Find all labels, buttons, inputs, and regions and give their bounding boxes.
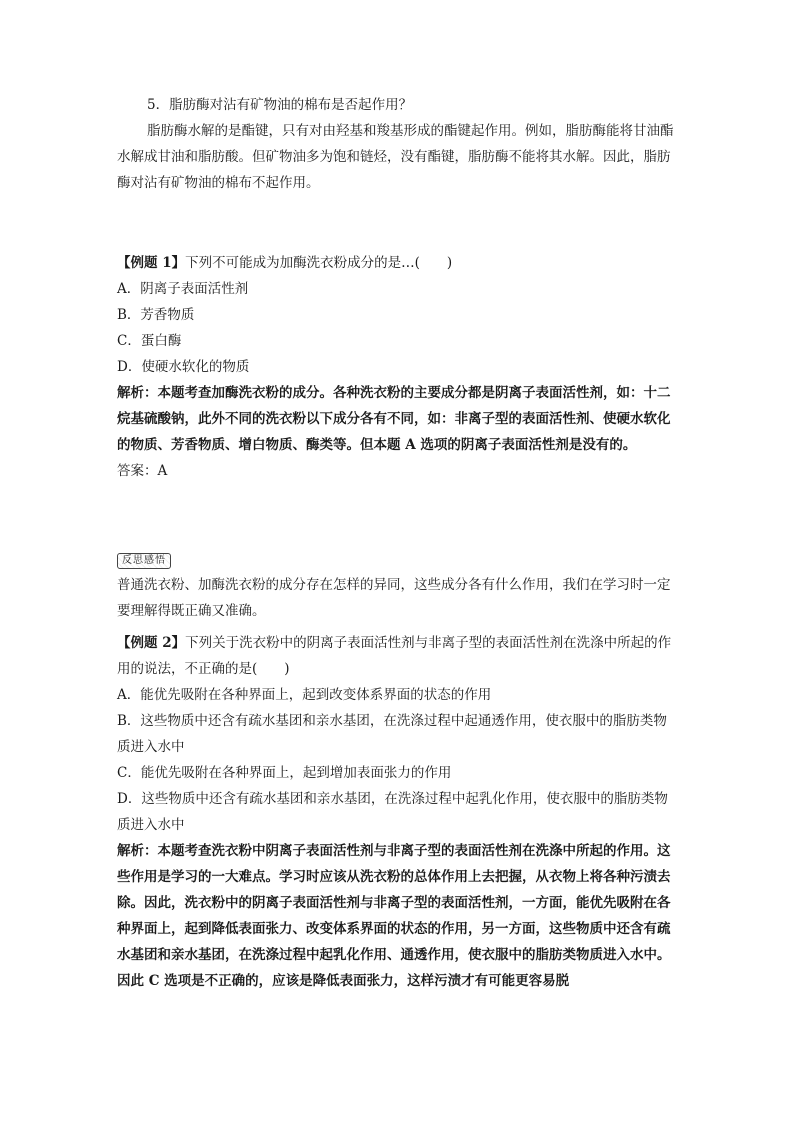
example-2-option-a: A．能优先吸附在各种界面上，起到改变体系界面的状态的作用 bbox=[117, 687, 492, 703]
example-1-option-b: B．芳香物质 bbox=[117, 307, 195, 323]
example-1-answer: 答案：A bbox=[117, 463, 168, 479]
example-1-option-d: D．使硬水软化的物质 bbox=[117, 359, 250, 375]
example-2-question bbox=[117, 630, 677, 682]
example-2-option-c: C．能优先吸附在各种界面上，起到增加表面张力的作用 bbox=[117, 765, 452, 781]
question-5-answer: 脂肪酶水解的是酯键，只有对由羟基和羧基形成的酯键起作用。例如，脂肪酶能将甘油酯水解成甘油和脂肪酸。但矿物油多为饱和链烃，没有酯键，脂肪酶不能将其水解。因此，脂肪酶对沾有矿物油的棉布不起作用。 bbox=[117, 123, 674, 191]
example-1-option-a: A．阴离子表面活性剂 bbox=[117, 281, 249, 297]
reflection-section bbox=[117, 546, 677, 624]
example-2-section bbox=[117, 630, 677, 994]
question-5-title: 5．脂肪酶对沾有矿物油的棉布是否起作用？ bbox=[147, 97, 413, 113]
example-2-option-b: B．这些物质中还含有疏水基团和亲水基团，在洗涤过程中起通透作用，使衣服中的脂肪类物质进入水中 bbox=[117, 713, 667, 755]
example-1-question-text: 下列不可能成为加酶洗衣粉成分的是…( ) bbox=[185, 255, 453, 271]
example-1-question bbox=[117, 250, 677, 276]
example-2-question-text: 下列关于洗衣粉中的阴离子表面活性剂与非离子型的表面活性剂在洗涤中所起的作用的说法，不正确的是( ) bbox=[117, 635, 672, 677]
question-5-section bbox=[117, 92, 677, 196]
example-1-label: 【例题 1】 bbox=[117, 255, 186, 271]
example-1-analysis: 解析：本题考查加酶洗衣粉的成分。各种洗衣粉的主要成分都是阴离子表面活性剂，如：十二烷基硫酸钠，此外不同的洗衣粉以下成分各有不同，如：非离子型的表面活性剂、使硬水软化的物质、芳香物质、增白物质、酶类等。但本题 A 选项的阴离子表面活性剂是没有的。 bbox=[117, 385, 671, 453]
example-2-option-d: D．这些物质中还含有疏水基团和亲水基团，在洗涤过程中起乳化作用，使衣服中的脂肪类物质进入水中 bbox=[117, 791, 668, 833]
example-2-label: 【例题 2】 bbox=[117, 635, 186, 651]
example-2-analysis: 解析：本题考查洗衣粉中阴离子表面活性剂与非离子型的表面活性剂在洗涤中所起的作用。这些作用是学习的一大难点。学习时应该从洗衣粉的总体作用上去把握，从衣物上将各种污渍去除。因此，洗衣粉中的阴离子表面活性剂与非离子型的表面活性剂，一方面，能优先吸附在各种界面上，起到降低表面张力、改变体系界面的状态的作用，另一方面，这些物质中还含有疏水基团和亲水基团，在洗涤过程中起乳化作用、通透作用，使衣服中的脂肪类物质进入水中。因此 C 选项是不正确的，应该是降低表面张力，这样污渍才有可能更容易脱 bbox=[117, 843, 671, 989]
reflection-text: 普通洗衣粉、加酶洗衣粉的成分存在怎样的异同，这些成分各有什么作用，我们在学习时一定要理解得既正确又准确。 bbox=[117, 577, 671, 619]
reflection-stamp: 反思感悟 bbox=[117, 553, 171, 569]
example-1-section bbox=[117, 250, 677, 484]
example-1-option-c: C．蛋白酶 bbox=[117, 333, 182, 349]
